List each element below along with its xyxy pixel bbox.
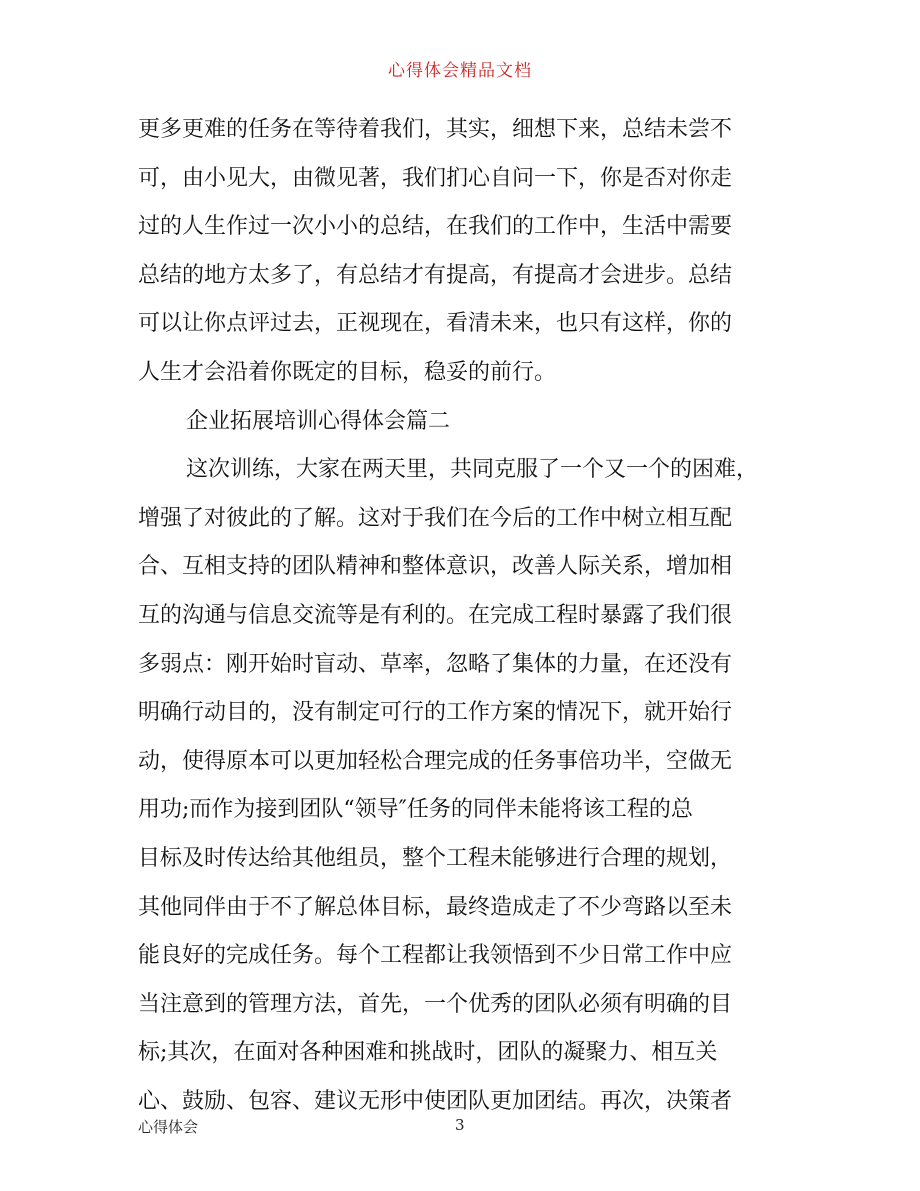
body-line: 动，使得原本可以更加轻松合理完成的任务事倍功半，空做无 [138,748,733,774]
body-line: 人生才会沿着你既定的目标，稳妥的前行。 [138,359,557,385]
body-line: 其他同伴由于不了解总体目标，最终造成走了不少弯路以至未 [138,894,733,920]
body-line: 总结的地方太多了，有总结才有提高，有提高才会进步。总结 [138,262,733,288]
body-line: 标;其次，在面对各种困难和挑战时，团队的凝聚力、相互关 [138,1040,718,1066]
body-line: 增强了对彼此的了解。这对于我们在今后的工作中树立相互配 [138,505,733,531]
body-line: 可，由小见大，由微见著，我们扪心自问一下，你是否对你走 [138,165,733,191]
body-line: 能良好的完成任务。每个工程都让我领悟到不少日常工作中应 [138,943,733,969]
body-line: 当注意到的管理方法，首先，一个优秀的团队必须有明确的目 [138,991,733,1017]
body-line: 明确行动目的，没有制定可行的工作方案的情况下，就开始行 [138,700,733,726]
body-line: 多弱点：刚开始时盲动、草率，忽略了集体的力量，在还没有 [138,651,733,677]
body-line: 过的人生作过一次小小的总结，在我们的工作中，生活中需要 [138,214,733,240]
page-header-title: 心得体会精品文档 [388,61,532,81]
body-line: 心、鼓励、包容、建议无形中使团队更加团结。再次，决策者 [138,1088,733,1114]
body-line: 合、互相支持的团队精神和整体意识，改善人际关系，增加相 [138,554,733,580]
body-line: 这次训练，大家在两天里，共同克服了一个又一个的困难， [186,457,759,483]
body-line: 更多更难的任务在等待着我们，其实，细想下来，总结未尝不 [138,117,733,142]
section-heading: 企业拓展培训心得体会篇二 [186,408,451,434]
body-line: 目标及时传达给其他组员，整个工程未能够进行合理的规划， [138,845,733,871]
body-line: 互的沟通与信息交流等是有利的。在完成工程时暴露了我们很 [138,602,733,628]
document-body [138,106,798,1126]
body-line: 用功;而作为接到团队“领导″任务的同伴未能将该工程的总 [138,797,693,823]
body-line: 可以让你点评过去，正视现在，看清未来，也只有这样，你的 [138,311,733,337]
footer-label: 心得体会 [138,1118,199,1136]
page-number: 3 [455,1116,465,1134]
